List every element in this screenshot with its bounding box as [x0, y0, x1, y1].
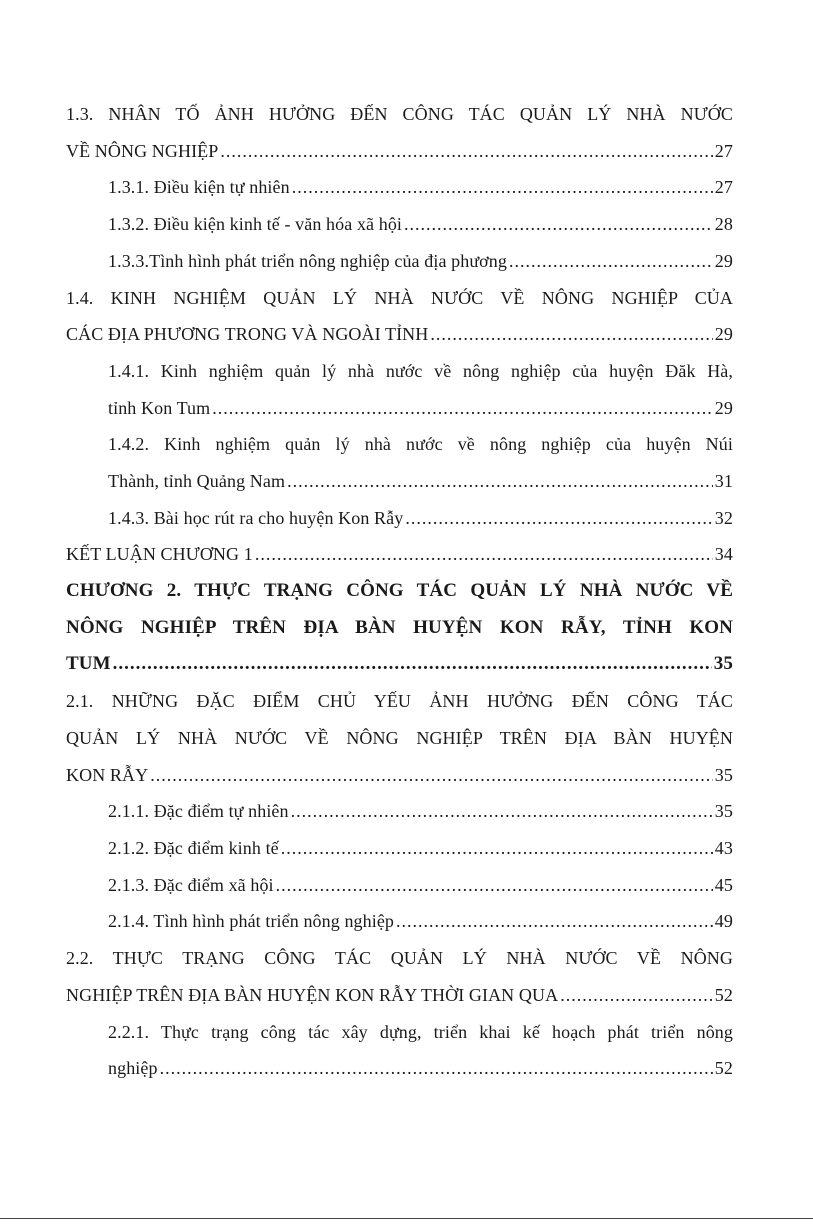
- page-number: 27: [714, 140, 733, 161]
- toc-entry-title: 2.1.4. Tình hình phát triển nông nghiệp: [108, 911, 395, 932]
- toc-entry[interactable]: [108, 903, 733, 940]
- page-number: 29: [714, 324, 733, 345]
- toc-entry[interactable]: [108, 169, 733, 206]
- page-number: 29: [714, 397, 733, 418]
- dot-leader: [396, 903, 713, 940]
- toc-entry-title-line: 1.3. NHÂN TỐ ẢNH HƯỞNG ĐẾN CÔNG TÁC QUẢN LÝ NHÀ NƯỚC: [66, 104, 733, 124]
- page-number: 35: [714, 801, 733, 822]
- page-number: 43: [714, 838, 733, 858]
- page-bottom-rule: [0, 1218, 813, 1219]
- toc-entry-title: 2.1.1. Đặc điểm tự nhiên: [108, 801, 289, 822]
- toc-entry-title: CÁC ĐỊA PHƯƠNG TRONG VÀ NGOÀI TỈNH: [66, 324, 429, 345]
- toc-entry-last-line: [108, 463, 733, 500]
- toc-entry-title: KẾT LUẬN CHƯƠNG 1: [66, 544, 253, 565]
- page-number: 32: [714, 507, 733, 528]
- toc-entry-last-line: [108, 867, 733, 904]
- toc-entry-title: KON RẪY: [66, 764, 149, 785]
- toc-entry-title: 1.3.1. Điều kiện tự nhiên: [108, 177, 290, 198]
- dot-leader: [560, 977, 713, 1014]
- toc-entry-last-line: [66, 757, 733, 794]
- toc-entry[interactable]: [108, 830, 733, 867]
- toc-entry-title-line: 1.4.2. Kinh nghiệm quản lý nhà nước về nông nghiệp của huyện Núi: [108, 434, 733, 455]
- page-number: 35: [714, 764, 733, 785]
- toc-entry[interactable]: [66, 96, 733, 169]
- toc-entry-title-line: 1.4. KINH NGHIỆM QUẢN LÝ NHÀ NƯỚC VỀ NÔNG NGHIỆP CỦA: [66, 287, 733, 308]
- toc-entry-title-line: 2.2.1. Thực trạng công tác xây dựng, triển khai kế hoạch phát triển nông: [108, 1021, 733, 1042]
- toc-entry-last-line: [108, 243, 733, 280]
- toc-entry-title: 2.1.3. Đặc điểm xã hội: [108, 874, 274, 895]
- toc-entry-title: 2.1.2. Đặc điểm kinh tế: [108, 838, 279, 858]
- toc-entry-last-line: [108, 206, 733, 243]
- toc-entry[interactable]: [108, 426, 733, 499]
- page-number: 45: [714, 874, 733, 895]
- toc-entry[interactable]: [108, 867, 733, 904]
- toc-entry-last-line: [108, 1050, 733, 1087]
- toc-entry-last-line: [108, 793, 733, 830]
- dot-leader: [291, 793, 713, 830]
- dot-leader: [292, 169, 713, 206]
- toc-entry[interactable]: [66, 683, 733, 793]
- dot-leader: [281, 830, 713, 867]
- toc-entry[interactable]: [108, 1014, 733, 1087]
- page-number: 27: [714, 177, 733, 198]
- page-number: 35: [713, 653, 733, 675]
- dot-leader: [287, 463, 713, 500]
- toc-entry-title: tỉnh Kon Tum: [108, 397, 211, 418]
- toc-entry-title: 1.4.3. Bài học rút ra cho huyện Kon Rẫy: [108, 507, 404, 528]
- page-number: 29: [714, 250, 733, 271]
- toc-entry-title: Thành, tỉnh Quảng Nam: [108, 470, 286, 491]
- toc-entry-last-line: [108, 390, 733, 427]
- toc-entry[interactable]: [66, 280, 733, 353]
- dot-leader: [150, 757, 713, 794]
- toc-entry[interactable]: [66, 940, 733, 1013]
- toc-entry-title-line: CHƯƠNG 2. THỰC TRẠNG CÔNG TÁC QUẢN LÝ NHÀ NƯỚC VỀ: [66, 580, 733, 602]
- toc-entry[interactable]: [108, 353, 733, 426]
- toc-entry-title-line: 2.1. NHỮNG ĐẶC ĐIỂM CHỦ YẾU ẢNH HƯỞNG ĐẾN CÔNG TÁC: [66, 691, 733, 712]
- toc-entry[interactable]: [108, 793, 733, 830]
- dot-leader: [113, 646, 712, 683]
- toc-entry-last-line: [66, 646, 733, 683]
- toc-entry-title: NGHIỆP TRÊN ĐỊA BÀN HUYỆN KON RẪY THỜI GIAN QUA: [66, 984, 559, 1005]
- page-number: 28: [714, 214, 733, 235]
- dot-leader: [404, 206, 713, 243]
- page-number: 52: [714, 1058, 733, 1079]
- dot-leader: [212, 390, 713, 427]
- page-number: 49: [714, 911, 733, 932]
- toc-entry-title-line: QUẢN LÝ NHÀ NƯỚC VỀ NÔNG NGHIỆP TRÊN ĐỊA BÀN HUYỆN: [66, 727, 733, 748]
- toc-entry-title-line: 2.2. THỰC TRẠNG CÔNG TÁC QUẢN LÝ NHÀ NƯỚC VỀ NÔNG: [66, 948, 733, 969]
- toc-entry[interactable]: [108, 500, 733, 537]
- page-number: 52: [714, 984, 733, 1005]
- toc-entry-title: TUM: [66, 653, 111, 675]
- dot-leader: [276, 867, 713, 904]
- toc-entry-last-line: [108, 830, 733, 867]
- toc-entry-last-line: [108, 500, 733, 537]
- toc-entry-last-line: [66, 133, 733, 170]
- toc-entry[interactable]: [66, 573, 733, 683]
- toc-entry-last-line: [66, 316, 733, 353]
- dot-leader: [509, 243, 713, 280]
- toc-entry-last-line: [108, 903, 733, 940]
- toc-entry[interactable]: [108, 243, 733, 280]
- toc-entry-last-line: [108, 169, 733, 206]
- toc-entry-title: VỀ NÔNG NGHIỆP: [66, 140, 219, 161]
- toc-entry-last-line: [66, 536, 733, 573]
- toc-entry[interactable]: [108, 206, 733, 243]
- toc-entry-title-line: 1.4.1. Kinh nghiệm quản lý nhà nước về nông nghiệp của huyện Đăk Hà,: [108, 360, 733, 381]
- page-number: 31: [714, 470, 733, 491]
- dot-leader: [430, 316, 712, 353]
- page-number: 34: [714, 544, 733, 565]
- toc-entry-title: nghiệp: [108, 1058, 158, 1079]
- toc-entry-last-line: [66, 977, 733, 1014]
- dot-leader: [160, 1050, 713, 1087]
- toc-entry-title: 1.3.3.Tình hình phát triển nông nghiệp của địa phương: [108, 250, 508, 271]
- toc-entry-title: 1.3.2. Điều kiện kinh tế - văn hóa xã hội: [108, 214, 403, 235]
- toc-entry[interactable]: [66, 536, 733, 573]
- dot-leader: [220, 133, 712, 170]
- dot-leader: [405, 500, 712, 537]
- dot-leader: [255, 536, 713, 573]
- toc-entry-title-line: NÔNG NGHIỆP TRÊN ĐỊA BÀN HUYỆN KON RẪY, TỈNH KON: [66, 616, 733, 638]
